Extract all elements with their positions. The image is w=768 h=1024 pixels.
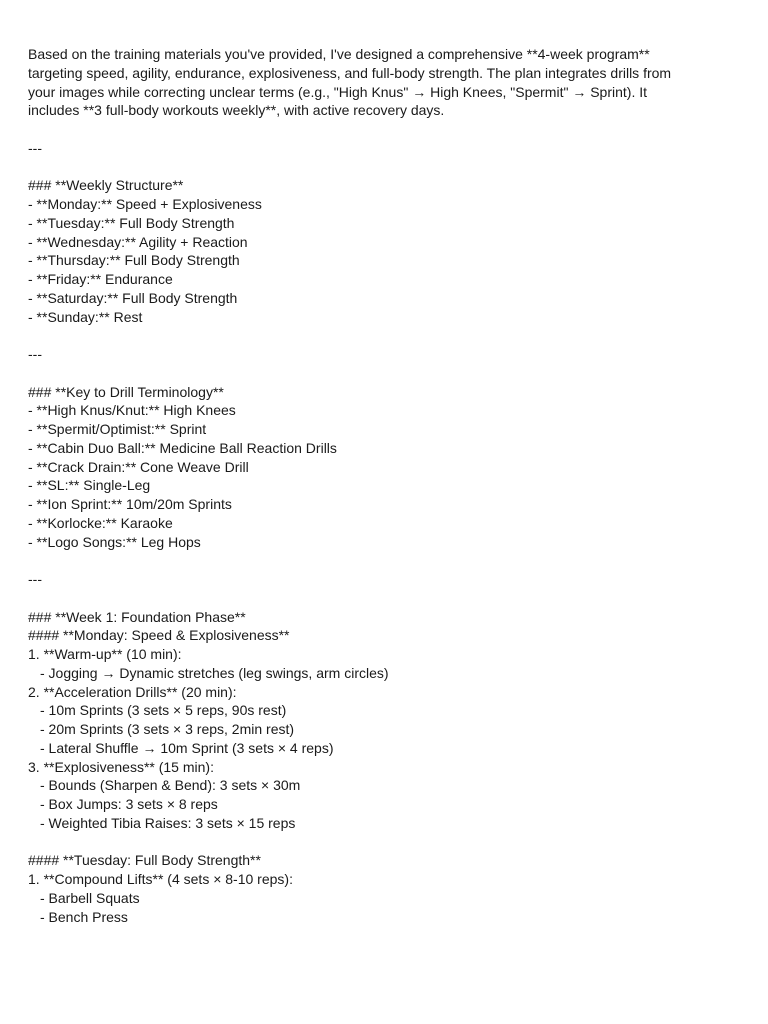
intro-line: Based on the training materials you've provided, I've designed a comprehensive **4-week program** xyxy=(28,46,650,62)
list-item: - **Spermit/Optimist:** Sprint xyxy=(28,421,207,437)
numbered-item: 1. **Compound Lifts** (4 sets × 8-10 reps): xyxy=(28,871,293,887)
list-item: - **Monday:** Speed + Explosiveness xyxy=(28,196,262,212)
sub-list-item: - Jogging → Dynamic stretches (leg swings, arm circles) xyxy=(40,664,389,681)
list-item: - **Crack Drain:** Cone Weave Drill xyxy=(28,458,249,475)
terminology-section xyxy=(28,383,728,552)
subsection-heading: #### **Monday: Speed & Explosiveness** xyxy=(28,627,290,644)
blank-line xyxy=(28,833,728,852)
sub-list-item: - Weighted Tibia Raises: 3 sets × 15 reps xyxy=(40,814,296,831)
tuesday-block xyxy=(28,851,728,926)
list-item: - **Korlocke:** Karaoke xyxy=(28,514,173,531)
list-item: - **SL:** Single-Leg xyxy=(28,477,151,494)
list-item: - **Logo Songs:** Leg Hops xyxy=(28,533,201,550)
list-item: - **Friday:** Endurance xyxy=(28,271,173,287)
list-item: - **Tuesday:** Full Body Strength xyxy=(28,214,235,231)
section-heading: ### **Weekly Structure** xyxy=(28,177,184,194)
sub-list-item: - 10m Sprints (3 sets × 5 reps, 90s rest) xyxy=(40,702,287,719)
blank-line xyxy=(28,589,728,608)
blank-line xyxy=(28,326,728,345)
intro-line: targeting speed, agility, endurance, explosiveness, and full-body strength. The plan integrates drills from xyxy=(28,64,672,81)
sub-list-item: - Bench Press xyxy=(40,908,128,925)
subsection-heading: #### **Tuesday: Full Body Strength** xyxy=(28,852,261,869)
list-item: - **Ion Sprint:** 10m/20m Sprints xyxy=(28,496,232,512)
separator: --- xyxy=(28,346,42,362)
list-item: - **Sunday:** Rest xyxy=(28,308,143,325)
separator: --- xyxy=(28,571,42,587)
intro-line: includes **3 full-body workouts weekly**, with active recovery days. xyxy=(28,102,445,119)
monday-block xyxy=(28,626,728,832)
section-heading: ### **Key to Drill Terminology** xyxy=(28,383,224,400)
weekly-structure-section xyxy=(28,176,728,326)
sub-list-item: - Barbell Squats xyxy=(40,889,140,906)
sub-list-item: - Box Jumps: 3 sets × 8 reps xyxy=(40,796,218,812)
list-item: - **Cabin Duo Ball:** Medicine Ball Reaction Drills xyxy=(28,439,337,456)
intro-paragraph xyxy=(28,45,728,120)
blank-line xyxy=(28,551,728,570)
blank-line xyxy=(28,158,728,177)
sub-list-item: - 20m Sprints (3 sets × 3 reps, 2min rest) xyxy=(40,721,295,737)
numbered-item: 3. **Explosiveness** (15 min): xyxy=(28,758,214,775)
intro-line: your images while correcting unclear terms (e.g., "High Knus" → High Knees, "Spermit" → Sprint). It xyxy=(28,83,648,100)
list-item: - **Saturday:** Full Body Strength xyxy=(28,289,238,306)
list-item: - **High Knus/Knut:** High Knees xyxy=(28,402,236,419)
separator: --- xyxy=(28,139,42,156)
week1-section xyxy=(28,608,728,927)
numbered-item: 2. **Acceleration Drills** (20 min): xyxy=(28,683,237,700)
document-body xyxy=(28,45,728,926)
sub-list-item: - Bounds (Sharpen & Bend): 3 sets × 30m xyxy=(40,777,301,794)
blank-line xyxy=(28,364,728,383)
list-item: - **Wednesday:** Agility + Reaction xyxy=(28,233,248,250)
section-heading: ### **Week 1: Foundation Phase** xyxy=(28,608,246,625)
blank-line xyxy=(28,120,728,139)
numbered-item: 1. **Warm-up** (10 min): xyxy=(28,646,182,662)
sub-list-item: - Lateral Shuffle → 10m Sprint (3 sets × 4 reps) xyxy=(40,739,334,756)
list-item: - **Thursday:** Full Body Strength xyxy=(28,252,240,269)
